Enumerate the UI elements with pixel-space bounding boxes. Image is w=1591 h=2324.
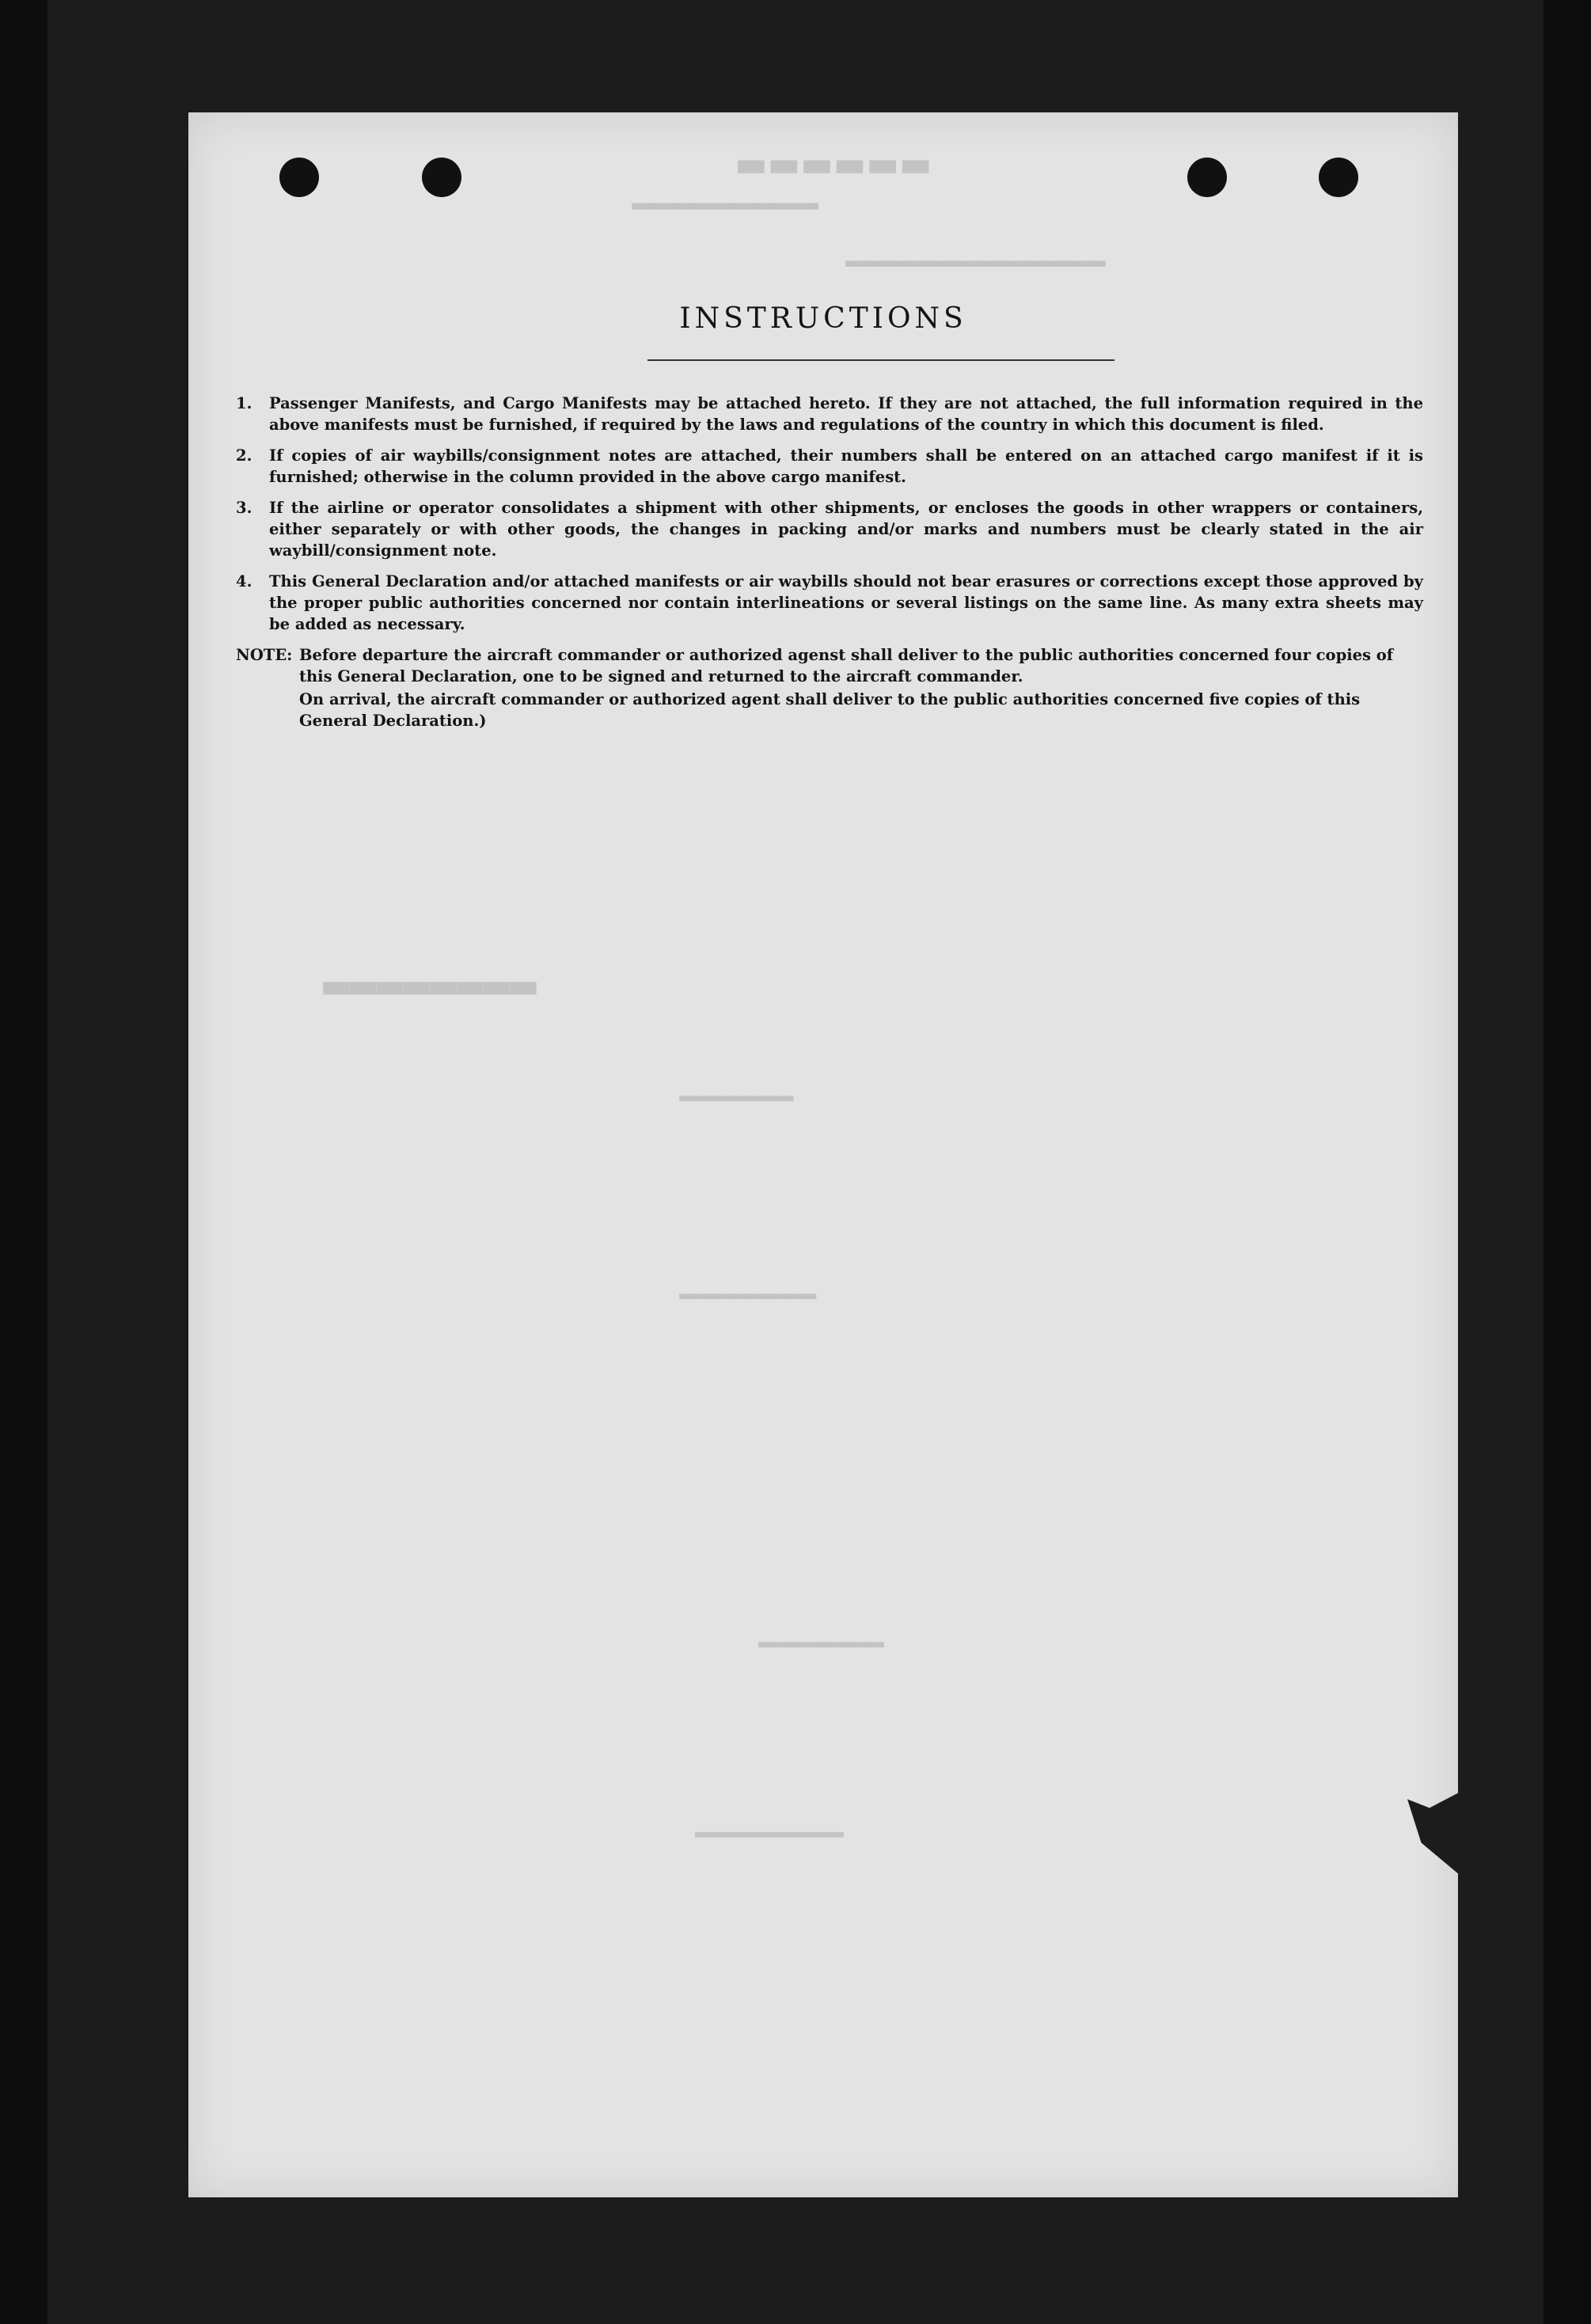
punch-hole xyxy=(422,158,461,197)
page-title: INSTRUCTIONS xyxy=(679,302,967,335)
instructions-list xyxy=(236,393,1423,731)
bleed-through-mark: ▬▬▬▬▬▬▬▬▬▬▬ xyxy=(758,1632,884,1654)
instruction-item xyxy=(236,571,1423,635)
bleed-through-mark: ▬▬▬▬▬▬▬▬ xyxy=(323,959,537,1011)
item-number: 2. xyxy=(236,446,253,465)
note-label: NOTE: xyxy=(236,646,293,664)
note-text: Before departure the aircraft commander or authorized agenst shall deliver to the public authorities concerned four copies of this General Declaration, one to be signed and returned to the aircraft commander. xyxy=(299,646,1394,685)
document-page xyxy=(188,112,1458,2197)
bleed-through-mark: ▬▬▬▬▬▬▬▬▬▬▬▬ xyxy=(679,1284,817,1306)
film-edge-left xyxy=(0,0,47,2324)
item-text: If the airline or operator consolidates a shipment with other shipments, or encloses the goods in other wrappers or containers, either separately or with other goods, the changes in packing and/or marks and numbers must be clearly stated in the air waybill/consignment note. xyxy=(269,499,1423,560)
instruction-item xyxy=(236,445,1423,488)
item-text: If copies of air waybills/consignment notes are attached, their numbers shall be entered on an attached cargo manifest if it is furnished; otherwise in the column provided in the above cargo manifest. xyxy=(269,446,1423,486)
item-number: 4. xyxy=(236,572,253,590)
punch-hole xyxy=(1187,158,1227,197)
bleed-through-mark: ▬▬▬▬▬▬▬▬▬▬▬▬▬▬ xyxy=(632,192,819,218)
item-text: This General Declaration and/or attached manifests or air waybills should not bear erasures or corrections except those approved by the proper public authorities concerned nor contain interlineations or several listings on the same line. As many extra sheets may be added as necessary. xyxy=(269,572,1423,633)
instruction-item xyxy=(236,393,1423,435)
note-paragraph xyxy=(236,644,1423,687)
item-number: 3. xyxy=(236,499,253,517)
bleed-through-mark: ▬▬▬▬▬▬ xyxy=(735,144,932,184)
note-continuation: On arrival, the aircraft commander or authorized agent shall deliver to the public authorities concerned five copies of this General Declaration.) xyxy=(299,690,1361,730)
instruction-item xyxy=(236,497,1423,561)
punch-hole xyxy=(279,158,319,197)
punch-hole xyxy=(1319,158,1358,197)
bleed-through-mark: ▬▬▬▬▬▬▬▬▬▬▬▬▬ xyxy=(695,1822,844,1844)
bleed-through-mark: ▬▬▬▬▬▬▬▬▬▬ xyxy=(679,1086,794,1108)
bleed-through-mark: ▬▬▬▬▬▬▬▬▬▬▬▬▬▬▬▬▬▬▬▬▬ xyxy=(845,251,1106,275)
item-number: 1. xyxy=(236,394,253,412)
item-text: Passenger Manifests, and Cargo Manifests may be attached hereto. If they are not attached, the full information required in the above manifests must be furnished, if required by the laws and regulations of the country in which this document is filed. xyxy=(269,394,1423,434)
title-underline xyxy=(647,359,1114,361)
film-edge-right xyxy=(1544,0,1591,2324)
torn-corner xyxy=(1407,1790,1463,1878)
